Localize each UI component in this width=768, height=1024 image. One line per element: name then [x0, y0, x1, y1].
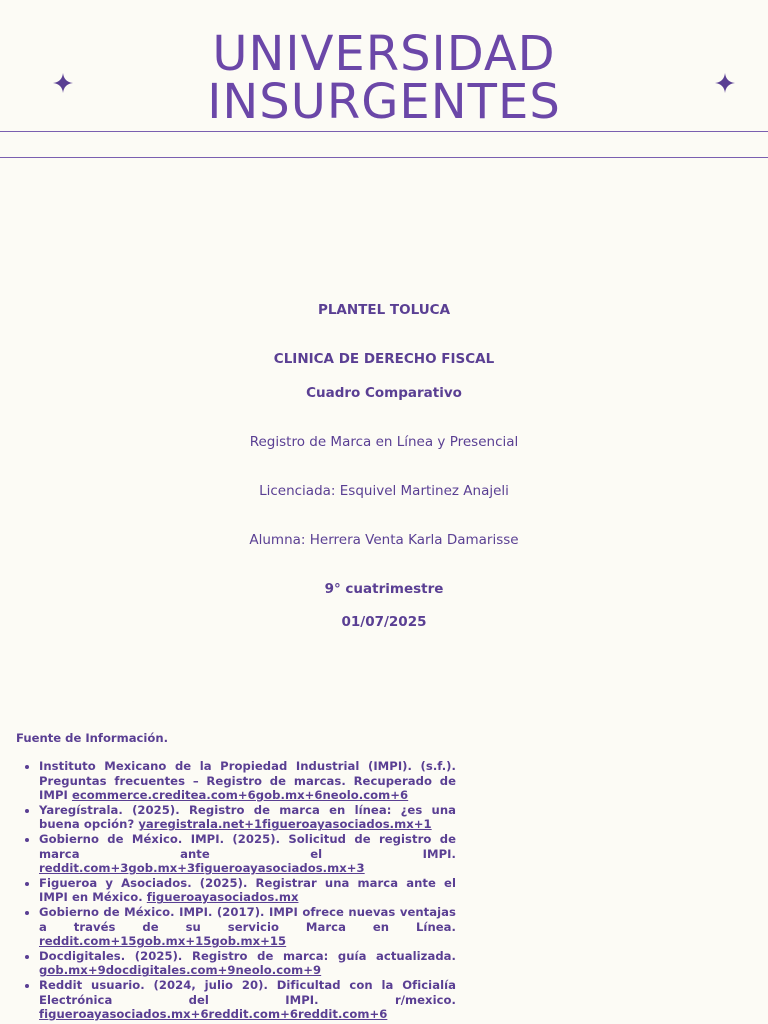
sources-section	[16, 731, 456, 1022]
source-link[interactable]: reddit.com+15gob.mx+15gob.mx+15	[39, 934, 287, 949]
divider-top	[0, 131, 768, 132]
source-text: Gobierno de México. IMPI. (2017). IMPI ofrece nuevas ventajas a través de su servicio Marca en Línea.	[39, 904, 456, 934]
source-item	[39, 978, 456, 1022]
sources-title: Fuente de Información.	[16, 731, 169, 745]
source-text: Reddit usuario. (2024, julio 20). Dificultad con la Oficialía Electrónica del IMPI. r/mexico.	[39, 977, 456, 1007]
source-link[interactable]: figueroayasociados.mx	[146, 890, 299, 905]
document-type: Cuadro Comparativo	[306, 385, 462, 401]
source-item	[39, 759, 456, 803]
source-link[interactable]: yaregistrala.net+1figueroayasociados.mx+1	[138, 817, 432, 832]
source-link[interactable]: reddit.com+3gob.mx+3figueroayasociados.mx+3	[39, 861, 365, 876]
student: Alumna: Herrera Venta Karla Damarisse	[249, 532, 519, 548]
source-link[interactable]: gob.mx+9docdigitales.com+9neolo.com+9	[39, 963, 322, 978]
divider-bottom	[0, 157, 768, 158]
title-line-1: UNIVERSIDAD	[212, 26, 556, 82]
teacher: Licenciada: Esquivel Martinez Anajeli	[259, 483, 509, 499]
materia: CLINICA DE DERECHO FISCAL	[273, 351, 495, 367]
source-item	[39, 876, 456, 905]
source-link[interactable]: ecommerce.creditea.com+6gob.mx+6neolo.com+6	[71, 788, 409, 803]
source-text: Figueroa y Asociados. (2025). Registrar una marca ante el IMPI en México.	[39, 875, 456, 905]
date: 01/07/2025	[341, 614, 427, 630]
sparkle-icon	[53, 73, 73, 93]
document-topic: Registro de Marca en Línea y Presencial	[249, 434, 519, 450]
university-title	[0, 26, 768, 130]
source-item	[39, 949, 456, 978]
source-item	[39, 832, 456, 876]
source-item	[39, 905, 456, 949]
sources-list	[16, 759, 456, 1022]
term: 9° cuatrimestre	[324, 581, 444, 597]
source-item	[39, 803, 456, 832]
plantel: PLANTEL TOLUCA	[317, 302, 451, 318]
source-text: Yaregístrala. (2025). Registro de marca en línea: ¿es una buena opción?	[39, 802, 456, 832]
source-text: Instituto Mexicano de la Propiedad Industrial (IMPI). (s.f.). Preguntas frecuentes – Registro de marcas. Recuperado de IMPI	[39, 759, 456, 803]
source-text: Gobierno de México. IMPI. (2025). Solicitud de registro de marca ante el IMPI.	[39, 831, 456, 861]
sparkle-icon	[715, 73, 735, 93]
source-link[interactable]: figueroayasociados.mx+6reddit.com+6reddit.com+6	[39, 1007, 388, 1022]
title-line-2: INSURGENTES	[207, 74, 561, 130]
source-text: Docdigitales. (2025). Registro de marca: guía actualizada.	[39, 948, 456, 963]
